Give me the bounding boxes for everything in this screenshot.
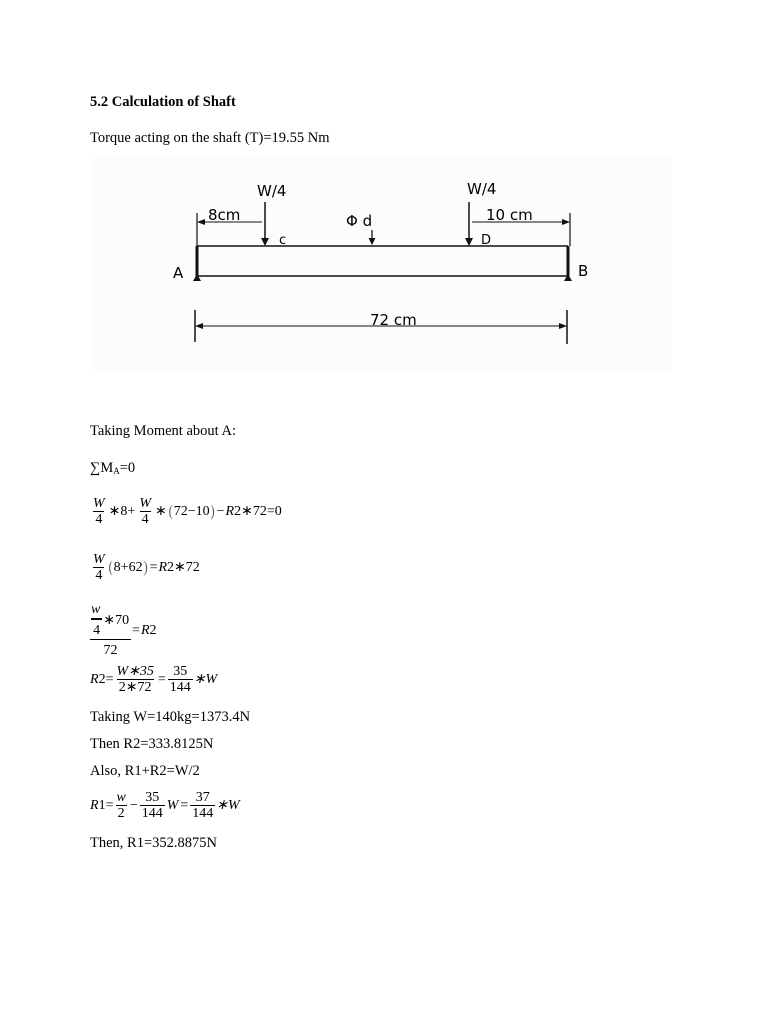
support-b-label: B — [578, 262, 589, 280]
eq1-fraction-b: $\frac{W}{4}$ — [139, 496, 151, 527]
eq5-w: W — [166, 797, 179, 813]
eq4-r: R — [90, 671, 99, 687]
eq5-equals: = — [180, 797, 189, 813]
eq1-fraction-a: $\frac{W}{4}$ — [93, 496, 105, 527]
eq5-fraction-b: $\frac{35}{144}$ — [141, 790, 163, 821]
eq4-fraction-a: $\frac{W∗35}{2∗72}$ — [116, 664, 154, 695]
eq3-numerator — [90, 602, 131, 640]
moment-sum-rest: =0 — [119, 460, 136, 476]
eq3-compound-fraction — [90, 602, 131, 659]
section-heading: 5.2 Calculation of Shaft — [90, 94, 236, 110]
moment-statement: Taking Moment about A: — [90, 423, 236, 439]
point-c-label: c — [279, 233, 287, 248]
moment-sum-equation — [90, 460, 135, 477]
eq2-rest: 2∗72 — [167, 560, 200, 575]
eq1-right-paren: ) — [210, 501, 215, 520]
reaction-sum-statement: Also, R1+R2=W/2 — [90, 763, 200, 779]
eq1-rest: 2∗72=0 — [234, 504, 282, 519]
equation-3 — [90, 602, 157, 659]
span-label: 72 cm — [370, 311, 417, 329]
eq3-denominator: 72 — [103, 643, 118, 658]
equation-5 — [90, 790, 240, 821]
moment-sum-subscript: A — [113, 466, 120, 476]
load-right-label: W/4 — [467, 180, 497, 198]
beam-diagram-svg — [90, 158, 672, 370]
eq4-equals: = — [157, 671, 166, 687]
weight-statement: Taking W=140kg=1373.4N — [90, 709, 251, 725]
eq1-r: R — [225, 503, 235, 519]
eq3-times-70: ∗70 — [103, 612, 130, 628]
eq1-paren-content: 72−10 — [173, 503, 210, 519]
eq5-tail: ∗W — [216, 798, 240, 813]
eq2-left-paren: ( — [108, 557, 113, 576]
eq5-r-rest: 1= — [98, 797, 114, 813]
eq2-fraction: $\frac{W}{4}$ — [93, 552, 105, 583]
eq2-right-paren: ) — [143, 557, 148, 576]
eq1-left-paren: ( — [168, 501, 173, 520]
equation-4 — [90, 664, 217, 695]
eq3-rest: 2 — [149, 622, 157, 638]
load-left-label: W/4 — [257, 182, 287, 200]
equation-1 — [90, 496, 282, 527]
eq4-fraction-b: $\frac{35}{144}$ — [169, 664, 191, 695]
eq5-fraction-c: $\frac{37}{144}$ — [192, 790, 214, 821]
eq2-r: R — [158, 559, 168, 575]
moment-sum-symbol: ∑M — [90, 460, 114, 476]
eq2-equals: = — [149, 559, 158, 575]
eq2-paren-content: 8+62 — [113, 559, 143, 575]
eq4-tail: ∗W — [193, 672, 218, 687]
r1-result: Then, R1=352.8875N — [90, 835, 217, 851]
equation-2 — [90, 552, 200, 583]
eq5-fraction-a: $\frac{w}{2}$ — [116, 790, 126, 821]
eq1-times: ∗ — [154, 504, 167, 519]
beam-diagram — [90, 158, 672, 370]
dim-left-label: 8cm — [208, 206, 241, 224]
support-a-label: A — [173, 264, 184, 282]
eq3-r: R — [140, 622, 150, 638]
eq1-minus: − — [216, 503, 225, 519]
eq3-inner-fraction: $\frac{w}{4}$ — [91, 602, 101, 638]
eq3-equals: = — [132, 622, 140, 638]
eq4-r-rest: 2= — [98, 671, 114, 687]
point-d-label: D — [481, 233, 492, 248]
torque-statement: Torque acting on the shaft (T)=19.55 Nm — [90, 130, 330, 146]
diameter-label: Φ d — [346, 212, 373, 230]
eq5-r: R — [90, 797, 99, 813]
r2-result: Then R2=333.8125N — [90, 736, 214, 752]
dim-right-label: 10 cm — [486, 206, 533, 224]
eq1-times-8: ∗8+ — [108, 504, 136, 519]
eq5-minus: − — [129, 797, 138, 813]
